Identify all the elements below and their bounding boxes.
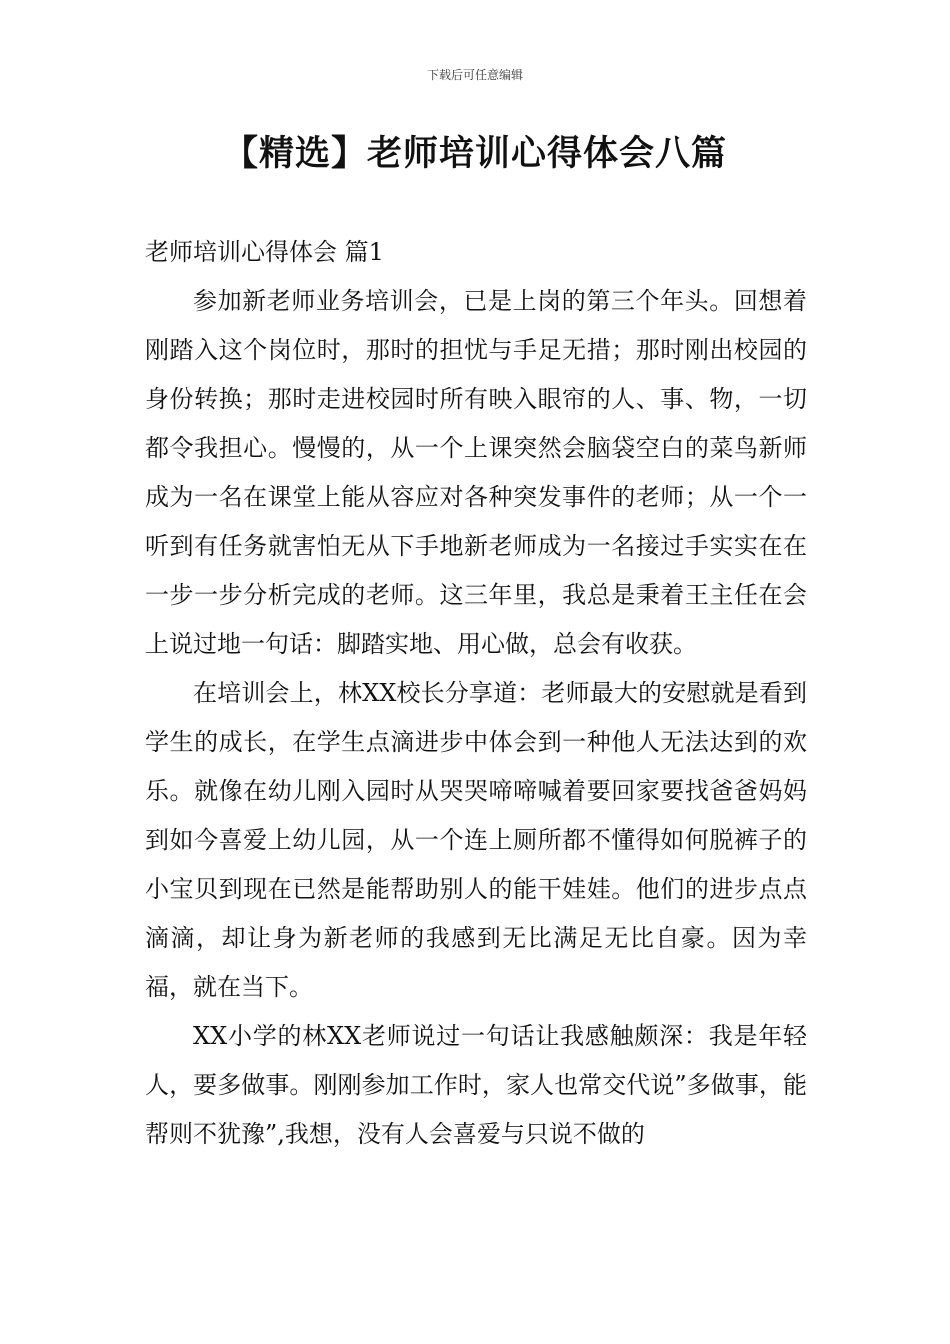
document-body — [145, 228, 807, 1159]
paragraph-3: XX小学的林XX老师说过一句话让我感触颇深：我是年轻人，要多做事。刚刚参加工作时，家人也常交代说”多做事，能帮则不犹豫”,我想，没有人会喜爱与只说不做的 — [145, 1022, 807, 1148]
paragraph-1: 参加新老师业务培训会，已是上岗的第三个年头。回想着刚踏入这个岗位时，那时的担忧与手足无措；那时刚出校园的身份转换；那时走进校园时所有映入眼帘的人、事、物，一切都令我担心。慢慢的，从一个上课突然会脑袋空白的菜鸟新师成为一名在课堂上能从容应对各种突发事件的老师；从一个一听到有任务就害怕无从下手地新老师成为一名接过手实实在在一步一步分析完成的老师。这三年里，我总是秉着王主任在会上说过地一句话：脚踏实地、用心做，总会有收获。 — [145, 287, 807, 658]
page-header-note: 下载后可任意编辑 — [426, 68, 523, 82]
document-title: 【精选】老师培训心得体会八篇 — [222, 134, 727, 174]
section-heading: 老师培训心得体会 篇1 — [145, 238, 384, 266]
paragraph-2: 在培训会上，林XX校长分享道：老师最大的安慰就是看到学生的成长，在学生点滴进步中体会到一种他人无法达到的欢乐。就像在幼儿刚入园时从哭哭啼啼喊着要回家要找爸爸妈妈到如今喜爱上幼儿园，从一个连上厕所都不懂得如何脱裤子的小宝贝到现在已然是能帮助别人的能干娃娃。他们的进步点点滴滴，却让身为新老师的我感到无比满足无比自豪。因为幸福，就在当下。 — [145, 679, 807, 1001]
